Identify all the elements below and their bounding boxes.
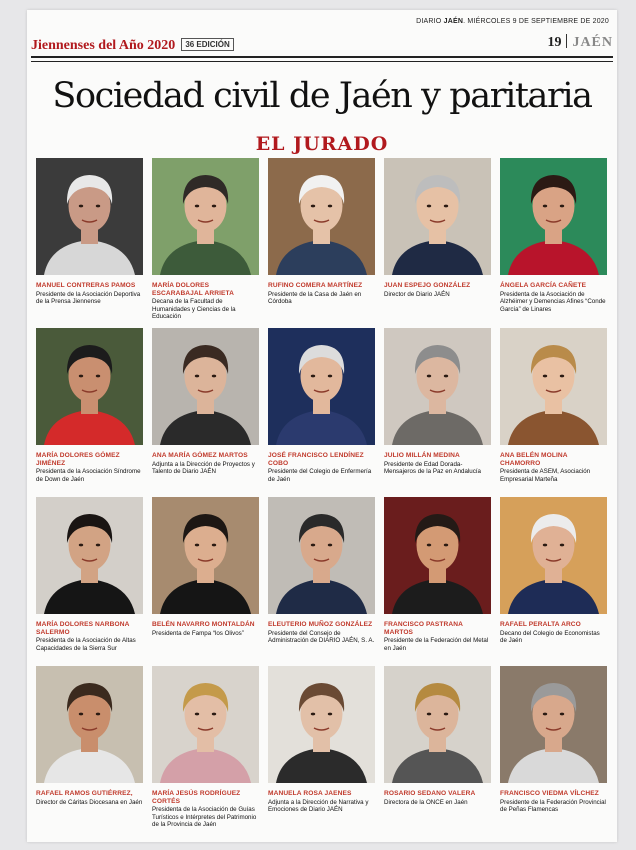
jury-name: ANA MARÍA GÓMEZ MARTOS	[152, 452, 248, 459]
page-marker	[547, 34, 613, 51]
jury-card	[36, 666, 143, 806]
jury-name: RAFAEL PERALTA ARCO	[500, 621, 581, 628]
portrait-photo	[36, 158, 143, 275]
portrait-photo	[152, 497, 259, 614]
jury-card	[36, 497, 143, 652]
jury-card	[384, 497, 491, 652]
jury-name: MARÍA DOLORES NARBONA SALERMO	[36, 621, 130, 636]
jury-name: ROSARIO SEDANO VALERA	[384, 790, 476, 797]
jury-card	[384, 328, 491, 476]
header-rule	[31, 56, 613, 58]
portrait-photo	[268, 666, 375, 783]
jury-role: Directora de la ONCE en Jaén	[384, 798, 468, 806]
jury-card	[384, 158, 491, 298]
portrait-photo	[152, 328, 259, 445]
jury-name: RUFINO COMERA MARTÍNEZ	[268, 282, 363, 289]
dateline: DIARIO JAÉN. MIÉRCOLES 9 DE SEPTIEMBRE DE 2020	[416, 18, 609, 25]
portrait-photo	[500, 497, 607, 614]
portrait-photo	[268, 497, 375, 614]
jury-role: Adjunta a la Dirección de Narrativa y Emociones de Diario JAÉN	[268, 798, 369, 814]
jury-name: ANA BELÉN MOLINA CHAMORRO	[500, 452, 568, 467]
jury-name: MANUEL CONTRERAS PAMOS	[36, 282, 136, 289]
jury-name: RAFAEL RAMOS GUTIÉRREZ,	[36, 790, 133, 797]
jury-card	[36, 158, 143, 306]
section-title	[31, 38, 234, 54]
jury-grid	[36, 158, 610, 838]
portrait-photo	[500, 666, 607, 783]
header-rule-thin	[31, 61, 613, 62]
jury-role: Decano del Colegio de Economistas de Jaén	[500, 629, 600, 645]
portrait-photo	[384, 666, 491, 783]
jury-role: Presidenta de la Asociación de Guías Turísticos e Intérpretes del Patrimonio de la Provincia de Jaén	[152, 806, 257, 829]
jury-role: Presidenta de la Asociación de Altas Capacidades de la Sierra Sur	[36, 637, 136, 652]
jury-role: Presidente de Edad Dorada-Mensajeros de la Paz en Andalucía	[384, 460, 481, 476]
jury-role: Presidenta de la Asociación de Alzhéimer y Demencias Afines “Conde García” de Linares	[500, 290, 606, 313]
jury-card	[500, 497, 607, 645]
portrait-photo	[384, 497, 491, 614]
jury-card	[152, 158, 259, 321]
jury-name: JULIO MILLÁN MEDINA	[384, 452, 460, 459]
jury-name: ÁNGELA GARCÍA CAÑETE	[500, 282, 587, 289]
jury-role: Presidente de la Casa de Jaén en Córdoba	[268, 290, 362, 306]
newspaper-page	[27, 10, 617, 842]
jury-card	[152, 666, 259, 829]
jury-card	[384, 666, 491, 806]
subhead: EL JURADO	[255, 133, 389, 155]
jury-name: FRANCISCO VIEDMA VÍLCHEZ	[500, 790, 599, 797]
jury-card	[268, 497, 375, 645]
jury-name: MARÍA JESÚS RODRÍGUEZ CORTÉS	[152, 790, 241, 805]
jury-name: MARÍA DOLORES GÓMEZ JIMÉNEZ	[36, 452, 120, 467]
jury-card	[500, 328, 607, 483]
portrait-photo	[384, 158, 491, 275]
jury-role: Director de Diario JAÉN	[384, 290, 450, 298]
page-city: JAÉN	[572, 35, 613, 50]
portrait-photo	[36, 328, 143, 445]
portrait-photo	[152, 666, 259, 783]
jury-card	[500, 158, 607, 313]
jury-role: Presidenta de ASEM, Asociación Empresarial Marteña	[500, 468, 591, 483]
jury-role: Presidente de la Asociación Deportiva de la Prensa Jiennense	[36, 290, 141, 306]
jury-name: MANUELA ROSA JAENES	[268, 790, 352, 797]
portrait-photo	[36, 497, 143, 614]
portrait-photo	[268, 158, 375, 275]
jury-role: Presidente de la Federación Provincial de Peñas Flamencas	[500, 798, 606, 814]
page-number: 19	[547, 35, 562, 50]
portrait-photo	[152, 158, 259, 275]
jury-name: MARÍA DOLORES ESCARABAJAL ARRIETA	[152, 282, 235, 297]
jury-card	[152, 328, 259, 476]
jury-name: JUAN ESPEJO GONZÁLEZ	[384, 282, 471, 289]
jury-role: Presidente del Consejo de Administración de DIARIO JAÉN, S. A.	[268, 629, 375, 645]
headline: Sociedad civil de Jaén y paritaria	[52, 76, 592, 116]
jury-name: BELÉN NAVARRO MONTALDÁN	[152, 621, 255, 628]
jury-name: JOSÉ FRANCISCO LENDÍNEZ COBO	[268, 452, 364, 467]
jury-name: ELEUTERIO MUÑOZ GONZÁLEZ	[268, 621, 373, 628]
dateline-brand: JAÉN	[443, 18, 464, 25]
portrait-photo	[268, 328, 375, 445]
jury-role: Presidenta de la Asociación Síndrome de Down de Jaén	[36, 468, 141, 483]
edition-badge: 36 EDICIÓN	[181, 38, 233, 51]
jury-role: Decana de la Facultad de Humanidades y Ciencias de la Educación	[152, 298, 236, 321]
jury-role: Adjunta a la Dirección de Proyectos y Talento de Diario JAÉN	[152, 460, 255, 476]
section-label: Jiennenses del Año 2020	[31, 38, 176, 53]
jury-card	[152, 497, 259, 637]
jury-role: Director de Cáritas Diocesana en Jaén	[36, 798, 143, 806]
jury-card	[268, 158, 375, 306]
jury-role: Presidenta de Fampa “los Olivos”	[152, 629, 244, 637]
portrait-photo	[36, 666, 143, 783]
portrait-photo	[500, 158, 607, 275]
portrait-photo	[384, 328, 491, 445]
jury-card	[500, 666, 607, 814]
jury-role: Presidente de la Federación del Metal en Jaén	[384, 637, 489, 652]
jury-card	[268, 328, 375, 483]
dateline-date: MIÉRCOLES 9 DE SEPTIEMBRE DE 2020	[467, 18, 609, 25]
jury-role: Presidente del Colegio de Enfermería de Jaén	[268, 468, 372, 483]
jury-name: FRANCISCO PASTRANA MARTOS	[384, 621, 463, 636]
portrait-photo	[500, 328, 607, 445]
dateline-prefix: DIARIO	[416, 18, 442, 25]
jury-card	[268, 666, 375, 814]
jury-card	[36, 328, 143, 483]
